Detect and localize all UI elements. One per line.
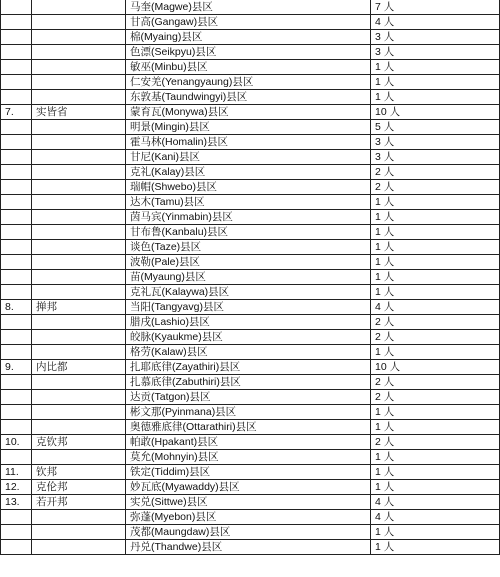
count-cell: 3 人 [371,150,500,165]
row-number-cell [1,225,32,240]
row-number-cell [1,285,32,300]
table-row [1,345,500,360]
table-row [1,540,500,555]
province-cell [32,525,126,540]
count-cell: 1 人 [371,345,500,360]
table-row [1,285,500,300]
province-cell [32,45,126,60]
row-number-cell [1,150,32,165]
row-number-cell [1,60,32,75]
count-cell: 2 人 [371,315,500,330]
table-row [1,255,500,270]
district-cell: 茵马宾(Yinmabin)县区 [126,210,371,225]
count-cell: 1 人 [371,225,500,240]
province-cell [32,180,126,195]
table-row [1,180,500,195]
district-cell: 霍马林(Homalin)县区 [126,135,371,150]
district-cell: 实兑(Sittwe)县区 [126,495,371,510]
table-row [1,390,500,405]
row-number-cell: 13. [1,495,32,510]
province-cell [32,540,126,555]
province-cell: 克伦邦 [32,480,126,495]
district-cell: 马奎(Magwe)县区 [126,0,371,15]
district-cell: 仁安羌(Yenangyaung)县区 [126,75,371,90]
row-number-cell [1,195,32,210]
row-number-cell [1,510,32,525]
district-cell: 东敦基(Taundwingyi)县区 [126,90,371,105]
district-cell: 妙瓦底(Myawaddy)县区 [126,480,371,495]
row-number-cell [1,405,32,420]
row-number-cell [1,255,32,270]
province-cell [32,150,126,165]
count-cell: 1 人 [371,420,500,435]
count-cell: 2 人 [371,165,500,180]
district-cell: 明景(Mingin)县区 [126,120,371,135]
count-cell: 4 人 [371,300,500,315]
province-cell [32,75,126,90]
province-cell [32,255,126,270]
row-number-cell [1,390,32,405]
row-number-cell [1,345,32,360]
count-cell: 1 人 [371,240,500,255]
count-cell: 1 人 [371,480,500,495]
district-cell: 波勒(Pale)县区 [126,255,371,270]
province-cell [32,90,126,105]
district-cell: 帕敢(Hpakant)县区 [126,435,371,450]
count-cell: 1 人 [371,255,500,270]
district-cell: 达贡(Tatgon)县区 [126,390,371,405]
table-row [1,330,500,345]
table-row [1,60,500,75]
district-cell: 色漂(Seikpyu)县区 [126,45,371,60]
table-row [1,150,500,165]
province-cell: 内比都 [32,360,126,375]
province-cell [32,210,126,225]
table-row [1,75,500,90]
district-cell: 蒙育瓦(Monywa)县区 [126,105,371,120]
count-cell: 1 人 [371,540,500,555]
count-cell: 3 人 [371,135,500,150]
table-row [1,45,500,60]
district-cell: 腊戌(Lashio)县区 [126,315,371,330]
row-number-cell: 9. [1,360,32,375]
table-row [1,165,500,180]
count-cell: 10 人 [371,360,500,375]
district-cell: 弥蓬(Myebon)县区 [126,510,371,525]
province-cell [32,30,126,45]
table-row [1,240,500,255]
row-number-cell: 10. [1,435,32,450]
row-number-cell [1,330,32,345]
count-cell: 4 人 [371,495,500,510]
table-row [1,450,500,465]
row-number-cell [1,540,32,555]
table-row [1,105,500,120]
row-number-cell: 7. [1,105,32,120]
row-number-cell [1,120,32,135]
table-row [1,90,500,105]
province-cell [32,285,126,300]
district-cell: 达木(Tamu)县区 [126,195,371,210]
table-row [1,375,500,390]
district-cell: 苗(Myaung)县区 [126,270,371,285]
count-cell: 3 人 [371,45,500,60]
district-cell: 皎脉(Kyaukme)县区 [126,330,371,345]
count-cell: 1 人 [371,210,500,225]
table-row [1,135,500,150]
table-row [1,480,500,495]
province-cell [32,195,126,210]
district-cell: 甘尼(Kani)县区 [126,150,371,165]
district-cell: 甘布鲁(Kanbalu)县区 [126,225,371,240]
count-cell: 7 人 [371,0,500,15]
count-cell: 1 人 [371,465,500,480]
row-number-cell [1,165,32,180]
row-number-cell [1,240,32,255]
province-cell: 钦邦 [32,465,126,480]
district-cell: 瑞帽(Shwebo)县区 [126,180,371,195]
count-cell: 1 人 [371,195,500,210]
district-cell: 茂都(Maungdaw)县区 [126,525,371,540]
district-cell: 铁定(Tiddim)县区 [126,465,371,480]
row-number-cell [1,180,32,195]
province-cell [32,15,126,30]
row-number-cell [1,45,32,60]
table-row [1,525,500,540]
row-number-cell [1,210,32,225]
row-number-cell [1,315,32,330]
district-cell: 格劳(Kalaw)县区 [126,345,371,360]
district-cell: 克礼(Kalay)县区 [126,165,371,180]
count-cell: 4 人 [371,15,500,30]
district-cell: 丹兑(Thandwe)县区 [126,540,371,555]
table-row [1,270,500,285]
province-cell [32,60,126,75]
table-row [1,300,500,315]
count-cell: 1 人 [371,525,500,540]
count-cell: 1 人 [371,75,500,90]
count-cell: 4 人 [371,510,500,525]
row-number-cell: 12. [1,480,32,495]
province-cell [32,240,126,255]
count-cell: 2 人 [371,390,500,405]
province-cell [32,225,126,240]
district-cell: 当阳(Tangyavg)县区 [126,300,371,315]
province-cell: 掸邦 [32,300,126,315]
count-cell: 10 人 [371,105,500,120]
province-cell [32,390,126,405]
table-row [1,195,500,210]
row-number-cell [1,450,32,465]
table-row [1,225,500,240]
district-cell: 克礼瓦(Kalaywa)县区 [126,285,371,300]
province-cell [32,135,126,150]
district-cell: 莫允(Mohnyin)县区 [126,450,371,465]
province-cell [32,450,126,465]
row-number-cell [1,135,32,150]
table-row [1,120,500,135]
table-row [1,15,500,30]
count-cell: 1 人 [371,450,500,465]
province-cell: 克钦邦 [32,435,126,450]
table-row [1,210,500,225]
row-number-cell [1,525,32,540]
count-cell: 1 人 [371,60,500,75]
table-row [1,420,500,435]
province-cell [32,165,126,180]
table-row [1,510,500,525]
row-number-cell [1,270,32,285]
province-cell [32,375,126,390]
count-cell: 2 人 [371,330,500,345]
province-cell [32,315,126,330]
row-number-cell: 11. [1,465,32,480]
province-cell [32,0,126,15]
count-cell: 1 人 [371,285,500,300]
count-cell: 1 人 [371,270,500,285]
province-cell: 若开邦 [32,495,126,510]
district-cell: 扎慕底律(Zabuthiri)县区 [126,375,371,390]
table-row [1,405,500,420]
count-cell: 2 人 [371,180,500,195]
province-cell: 实皆省 [32,105,126,120]
count-cell: 1 人 [371,405,500,420]
count-cell: 2 人 [371,375,500,390]
district-cell: 棉(Myaing)县区 [126,30,371,45]
count-cell: 3 人 [371,30,500,45]
row-number-cell [1,15,32,30]
row-number-cell [1,420,32,435]
row-number-cell: 8. [1,300,32,315]
district-cell: 彬文那(Pyinmana)县区 [126,405,371,420]
district-cell: 谈色(Taze)县区 [126,240,371,255]
count-cell: 2 人 [371,435,500,450]
province-cell [32,270,126,285]
district-cell: 甘高(Gangaw)县区 [126,15,371,30]
row-number-cell [1,75,32,90]
province-cell [32,345,126,360]
district-cell: 敏巫(Minbu)县区 [126,60,371,75]
province-cell [32,120,126,135]
table-row [1,315,500,330]
district-cell: 奥德雅底律(Ottarathiri)县区 [126,420,371,435]
province-cell [32,420,126,435]
table-body [1,0,500,555]
row-number-cell [1,30,32,45]
table-row [1,495,500,510]
district-cell: 扎耶底律(Zayathiri)县区 [126,360,371,375]
row-number-cell [1,0,32,15]
province-cell [32,405,126,420]
province-cell [32,510,126,525]
table-row [1,435,500,450]
table-row [1,30,500,45]
province-cell [32,330,126,345]
row-number-cell [1,90,32,105]
table-row [1,360,500,375]
count-cell: 5 人 [371,120,500,135]
row-number-cell [1,375,32,390]
table-row [1,465,500,480]
count-cell: 1 人 [371,90,500,105]
table-row [1,0,500,15]
